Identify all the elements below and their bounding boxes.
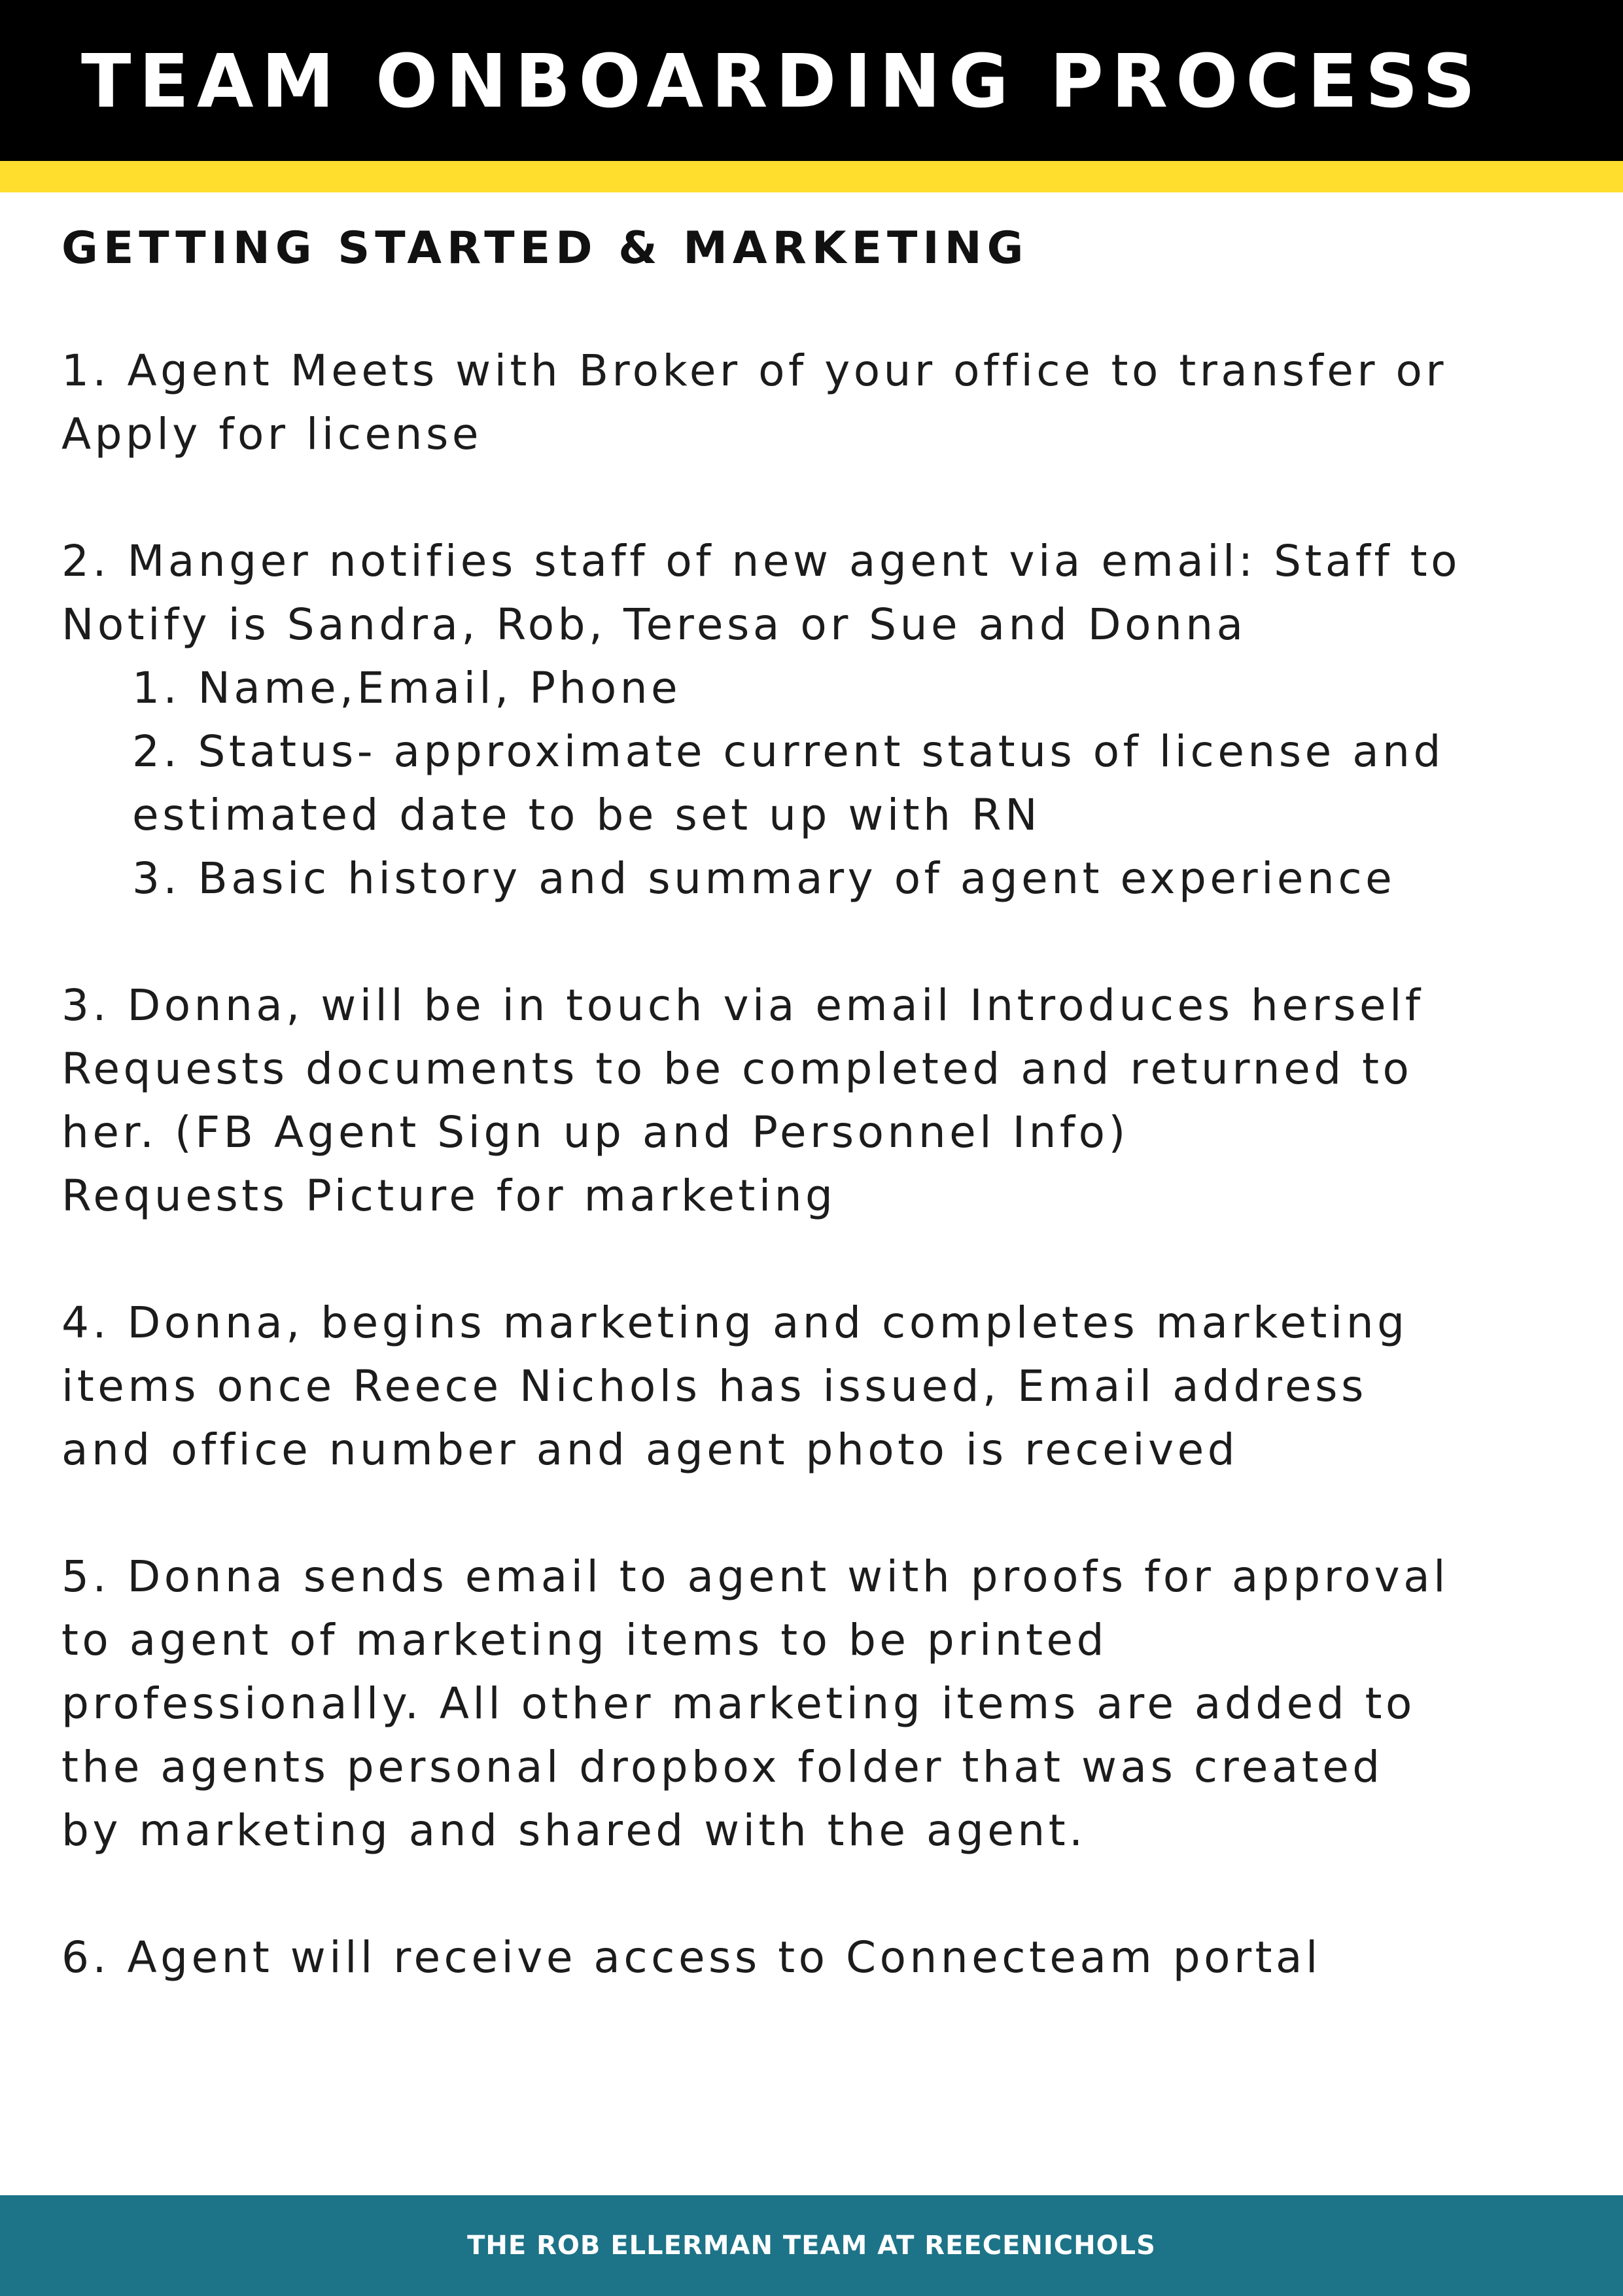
step-line: items once Reece Nichols has issued, Email address bbox=[61, 1361, 1367, 1411]
step-line: the agents personal dropbox folder that was created bbox=[61, 1742, 1384, 1792]
step-line: professionally. All other marketing items are added to bbox=[61, 1678, 1416, 1729]
step-line: 6. Agent will receive access to Connecteam portal bbox=[61, 1932, 1321, 1983]
step-line: 4. Donna, begins marketing and completes marketing bbox=[61, 1298, 1408, 1348]
step-line: Requests documents to be completed and returned to bbox=[61, 1044, 1413, 1094]
step-line: her. (FB Agent Sign up and Personnel Info) bbox=[61, 1107, 1129, 1157]
accent-stripe bbox=[0, 161, 1623, 192]
step-3 bbox=[61, 974, 1586, 1227]
step-line: and office number and agent photo is received bbox=[61, 1424, 1239, 1475]
footer-text: THE ROB ELLERMAN TEAM AT REECENICHOLS bbox=[467, 2231, 1156, 2261]
step-2-substeps bbox=[61, 656, 1586, 910]
step-2 bbox=[61, 529, 1586, 656]
step-line: 5. Donna sends email to agent with proofs for approval bbox=[61, 1551, 1449, 1602]
step-line: Requests Picture for marketing bbox=[61, 1171, 837, 1221]
step-6 bbox=[61, 1926, 1586, 1989]
step-line: 1. Agent Meets with Broker of your office to transfer or bbox=[61, 345, 1448, 396]
step-line: 3. Donna, will be in touch via email Introduces herself bbox=[61, 980, 1424, 1031]
step-4 bbox=[61, 1291, 1586, 1481]
substep-item: 1. Name,Email, Phone bbox=[132, 663, 682, 713]
substep-item: 3. Basic history and summary of agent experience bbox=[132, 853, 1396, 904]
step-line: 2. Manger notifies staff of new agent via email: Staff to bbox=[61, 536, 1461, 586]
step-line: by marketing and shared with the agent. bbox=[61, 1805, 1087, 1856]
step-1 bbox=[61, 339, 1586, 466]
step-line: Apply for license bbox=[61, 409, 482, 459]
substep-item: 2. Status- approximate current status of license and estimated date to be set up with RN bbox=[132, 726, 1444, 840]
step-line: Notify is Sandra, Rob, Teresa or Sue and Donna bbox=[61, 599, 1247, 650]
step-5 bbox=[61, 1545, 1586, 1862]
page-title: TEAM ONBOARDING PROCESS bbox=[81, 39, 1484, 124]
section-heading: GETTING STARTED & MARKETING bbox=[61, 222, 1029, 274]
steps-list bbox=[61, 339, 1586, 2053]
step-line: to agent of marketing items to be printed bbox=[61, 1615, 1108, 1665]
